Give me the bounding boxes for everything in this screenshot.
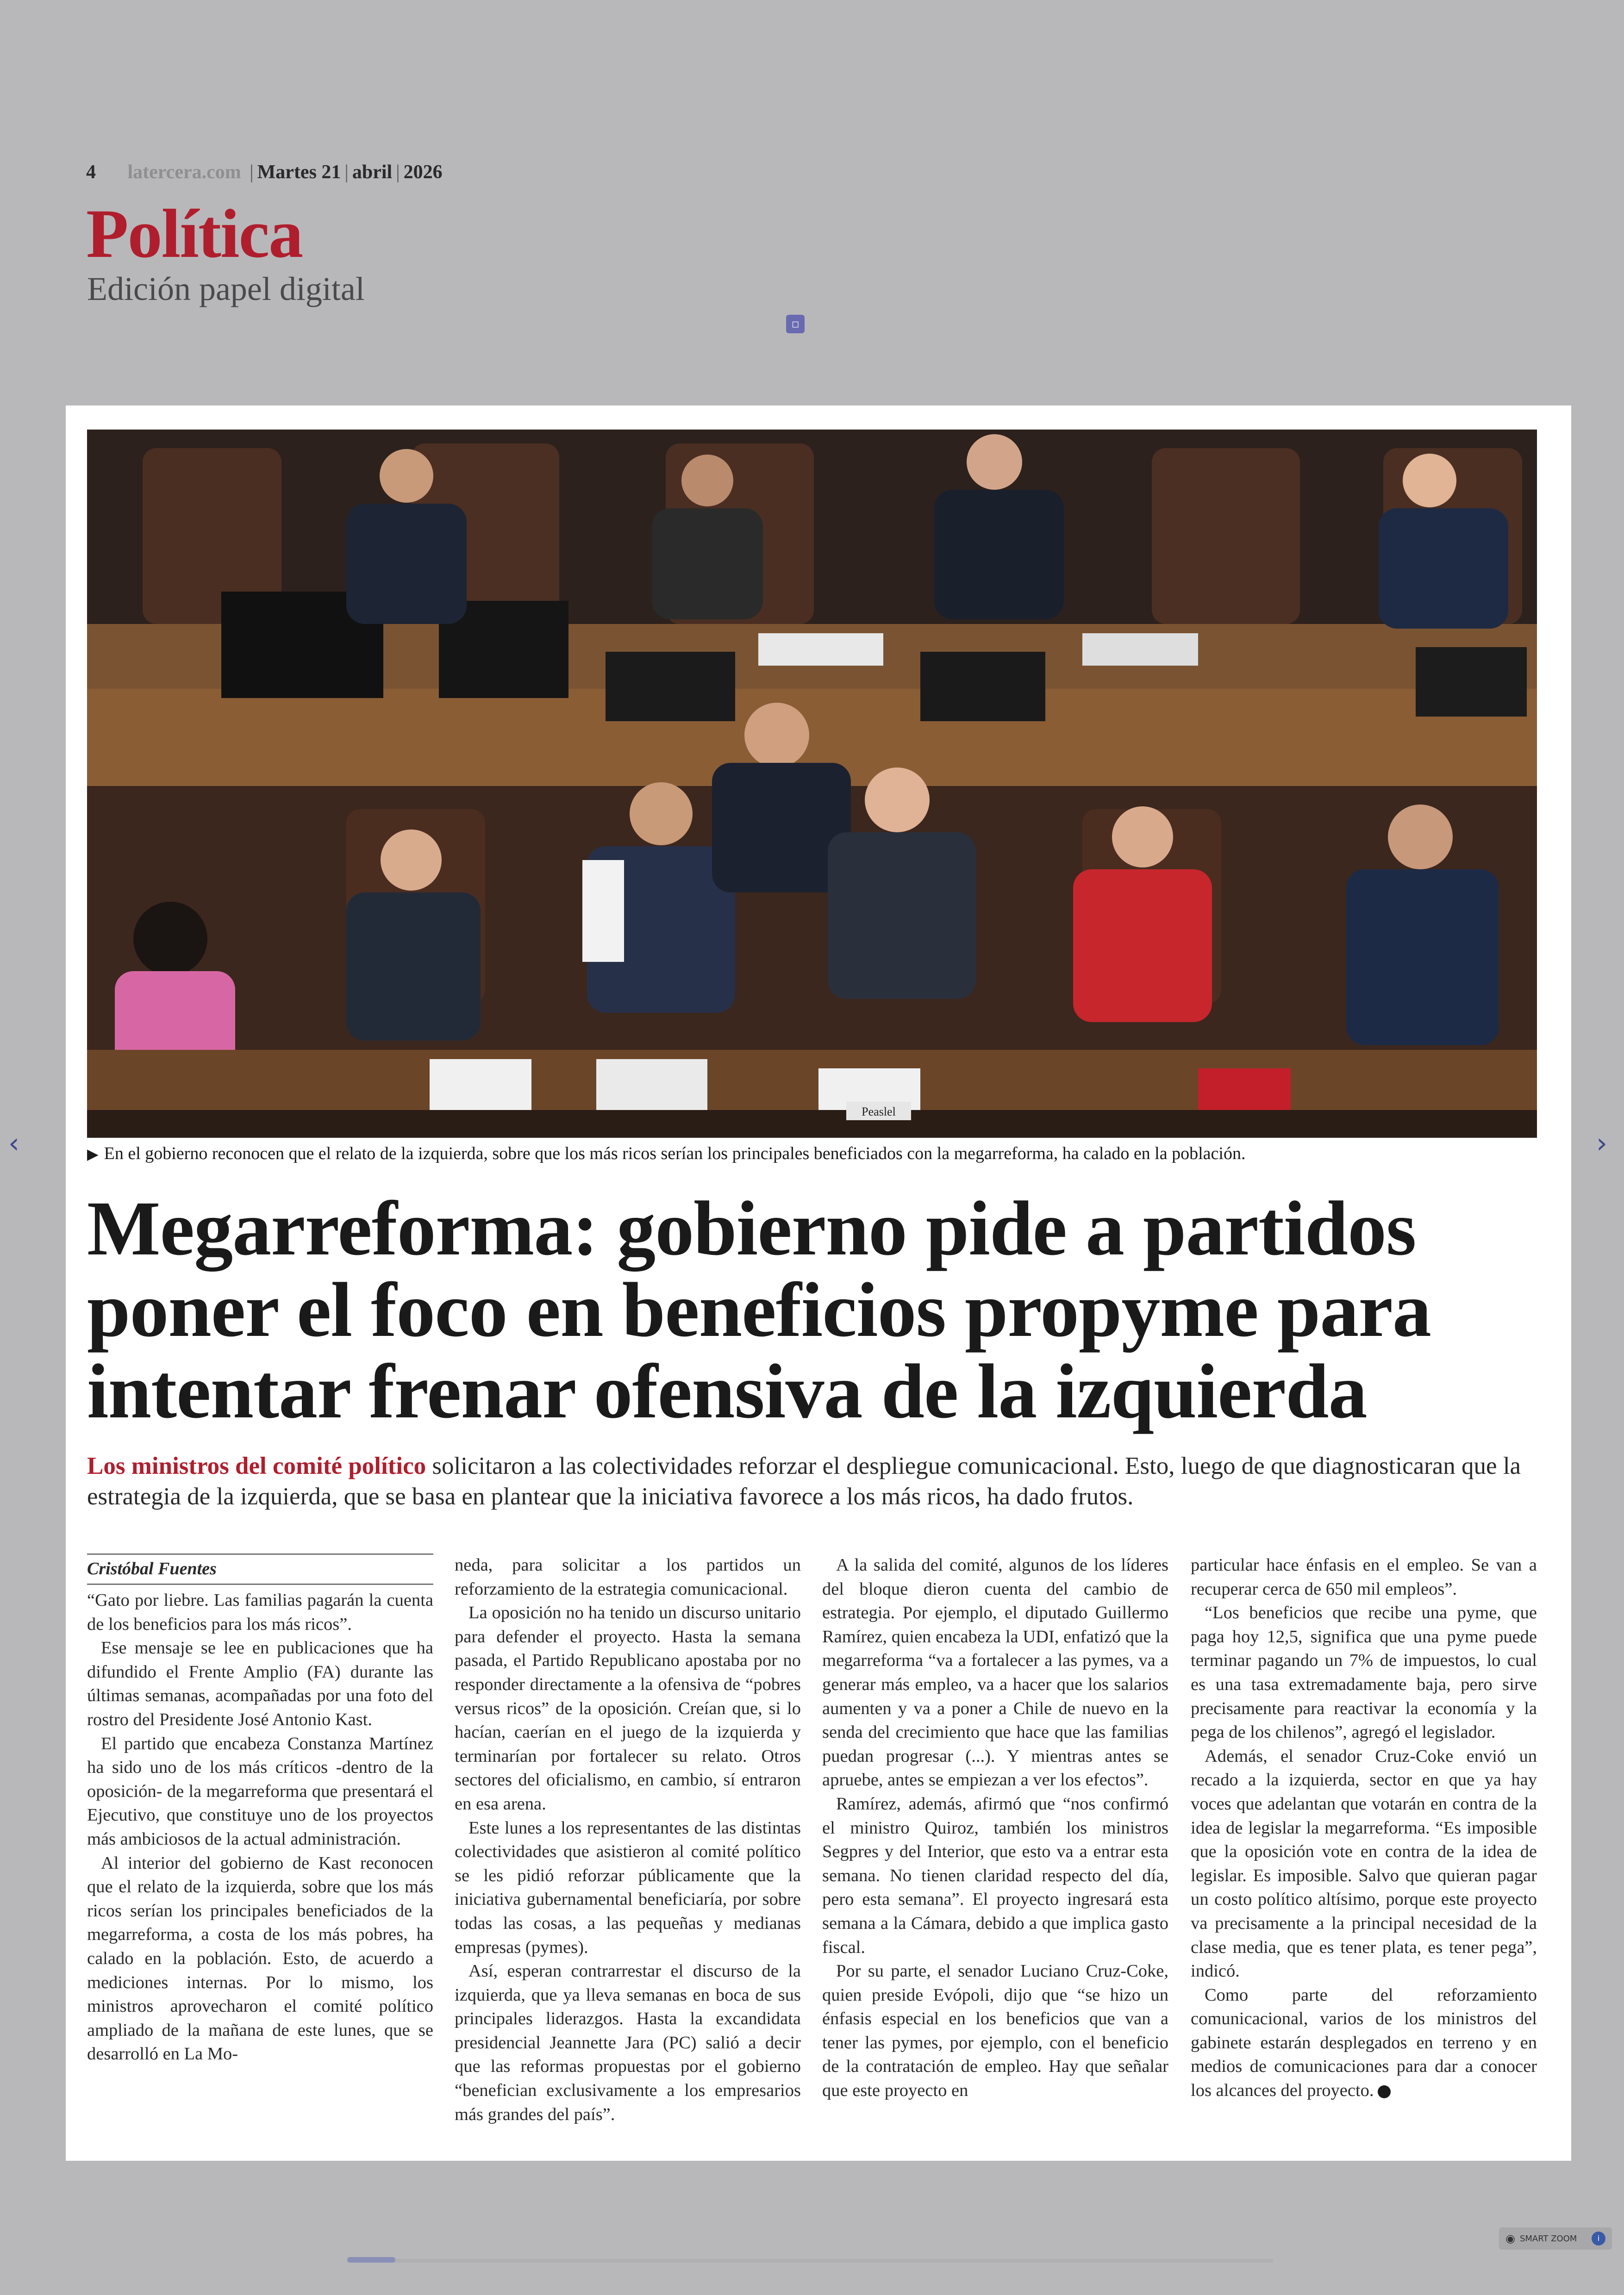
photo-caption-text: En el gobierno reconocen que el relato de la izquierda, sobre que los más ricos serían los principales beneficiados con la megarreforma, ha calado en la población. <box>104 1144 1246 1163</box>
square-marker-icon[interactable]: ▫ <box>786 315 805 333</box>
body-column-2 <box>455 1553 801 2127</box>
paragraph: particular hace énfasis en el empleo. Se van a recuperar cerca de 650 mil empleos”. <box>1191 1555 1537 1599</box>
page-scrollbar-thumb[interactable] <box>347 2257 395 2263</box>
article-headline: Megarreforma: gobierno pide a partidos poner el foco en beneficios propyme para intentar frenar ofensiva de la izquierda <box>87 1185 1431 1434</box>
paragraph: La oposición no ha tenido un discurso unitario para defender el proyecto. Hasta la semana pasada, el Partido Republicano apostaba por no responder directamente a la ofensiva de “pobres versus ricos” de la oposición. Creían que, si lo hacían, caerían en el juego de la izquierda y terminarían por fortalecer su relato. Otros sectores del oficialismo, en cambio, sí entraron en esa arena. <box>455 1603 801 1814</box>
lede-text: solicitaron a las colectividades reforzar el despliegue comunicacional. Esto, luego de que diagnosticaran que la estrategia de la izquierda, que se basa en plantear que la iniciativa favorece a los más ricos, ha dado frutos. <box>87 1453 1521 1510</box>
paragraph-last <box>1191 1983 1537 2103</box>
triangle-bullet-icon: ▶ <box>87 1145 99 1163</box>
end-mark-icon <box>1378 2085 1391 2098</box>
issue-meta-line <box>86 161 443 183</box>
byline: Cristóbal Fuentes <box>87 1553 433 1585</box>
edition-subtitle: Edición papel digital <box>87 270 365 307</box>
chevron-left-icon[interactable]: ‹ <box>8 1127 19 1160</box>
desk-nameplate: Peaslel <box>862 1105 896 1118</box>
paragraph: Este lunes a los representantes de las distintas colectividades que asistieron al comité político se les pidió reforzar públicamente que la iniciativa gubernamental beneficiaría, por sobre todas las cosas, a las pequeñas y medianas empresas (pymes). <box>455 1818 801 1957</box>
body-column-1 <box>87 1553 433 2066</box>
issue-year: 2026 <box>403 162 443 183</box>
issue-month: abril <box>352 162 393 183</box>
paragraph: Ramírez, además, afirmó que “nos confirmó el ministro Quiroz, también los ministros Segpres y del Interior, que esto va a entrar esta semana. No tienen claridad respecto del día, pero esta semana”. El proyecto ingresará esta semana a la Cámara, debido a que implica gasto fiscal. <box>822 1794 1168 1957</box>
page-scrollbar-track[interactable] <box>347 2259 1273 2263</box>
photo-caption <box>87 1143 1537 1164</box>
newspaper-page <box>66 405 1571 2161</box>
paragraph-text: Como parte del reforzamiento comunicacional, varios de los ministros del gabinete estarán desplegados en terreno y en medios de comunicaciones para dar a conocer los alcances del proyecto. <box>1191 1985 1537 2101</box>
article-photo <box>87 430 1537 1138</box>
lede-lead-in: Los ministros del comité político <box>87 1453 426 1479</box>
parliament-photo-illustration <box>87 430 1537 1138</box>
smart-zoom-button[interactable] <box>1499 2227 1612 2250</box>
eye-icon: ◉ <box>1505 2232 1515 2245</box>
paragraph: Al interior del gobierno de Kast reconocen que el relato de la izquierda, sobre que los más ricos serían los principales beneficiados de la megarreforma, a costa de los más pobres, ha calado en la población. Esto, de acuerdo a mediciones internas. Por lo mismo, los ministros aprovecharon el comité político ampliado de la mañana de este lunes, que se desarrolló en La Mo- <box>87 1853 433 2064</box>
body-column-4 <box>1191 1553 1537 2103</box>
info-icon[interactable]: i <box>1592 2232 1605 2245</box>
body-column-3 <box>822 1553 1168 2103</box>
paragraph: Ese mensaje se lee en publicaciones que ha difundido el Frente Amplio (FA) durante las últimas semanas, acompañadas por una foto del rostro del Presidente José Antonio Kast. <box>87 1638 433 1729</box>
page-number: 4 <box>86 162 96 183</box>
smart-zoom-label: SMART ZOOM <box>1519 2233 1577 2244</box>
separator: | <box>250 162 254 183</box>
paragraph: A la salida del comité, algunos de los líderes del bloque dieron cuenta del cambio de estrategia. Por ejemplo, el diputado Guillermo Ramírez, quien encabeza la UDI, enfatizó que la megarreforma “va a fortalecer a las pymes, va a generar más empleo, va a hacer que los salarios aumenten y va a poner a Chile de nuevo en la senda del crecimiento que hace que las familias puedan progresar (...). Y mientras antes se apruebe, antes se empiezan a ver los efectos”. <box>822 1555 1168 1790</box>
paragraph: El partido que encabeza Constanza Martínez ha sido uno de los más críticos -dentro de la oposición- de la megarreforma que presentará el Ejecutivo, que constituye uno de los proyectos más ambiciosos de la actual administración. <box>87 1734 433 1849</box>
article-lede <box>87 1451 1541 1512</box>
paragraph: Así, esperan contrarrestar el discurso de la izquierda, que ya lleva semanas en boca de sus principales liderazgos. Hasta la excandidata presidencial Jeannette Jara (PC) salió a decir que las reformas propuestas por el gobierno “benefician exclusivamente a los empresarios más grandes del país”. <box>455 1961 801 2124</box>
paragraph: “Gato por liebre. Las familias pagarán la cuenta de los beneficios para los más ricos”. <box>87 1590 433 1634</box>
separator: | <box>396 162 400 183</box>
site-name[interactable]: latercera.com <box>127 162 241 183</box>
paragraph: “Los beneficios que recibe una pyme, que paga hoy 12,5, significa que una pyme puede terminar pagando un 7% de impuestos, lo cual es una tasa extremadamente baja, pero sirve precisamente para reactivar la economía y la pega de los chilenos”, agregó el legislador. <box>1191 1603 1537 1742</box>
chevron-right-icon[interactable]: › <box>1596 1127 1607 1160</box>
paragraph: neda, para solicitar a los partidos un reforzamiento de la estrategia comunicacional. <box>455 1555 801 1599</box>
paragraph: Además, el senador Cruz-Coke envió un recado a la izquierda, sector en que ya hay voces que adelantan que votarán en contra de la idea de legislar la megarreforma. “Es imposible que la oposición vote en contra de la idea de legislar. Es imposible. Salvo que quieran pagar un costo político altísimo, porque este proyecto va precisamente a la principal necesidad de la clase media, que es tener plata, es tener pega”, indicó. <box>1191 1746 1537 1981</box>
paragraph: Por su parte, el senador Luciano Cruz-Coke, quien preside Evópoli, dijo que “se hizo un énfasis especial en los beneficios que van a tener las pymes, por ejemplo, con el beneficio de la contratación de empleo. Hay que señalar que este proyecto en <box>822 1961 1168 2101</box>
issue-day: Martes 21 <box>257 162 341 183</box>
article-body <box>87 1553 1537 2124</box>
separator: | <box>344 162 349 183</box>
section-title: Política <box>86 195 303 272</box>
